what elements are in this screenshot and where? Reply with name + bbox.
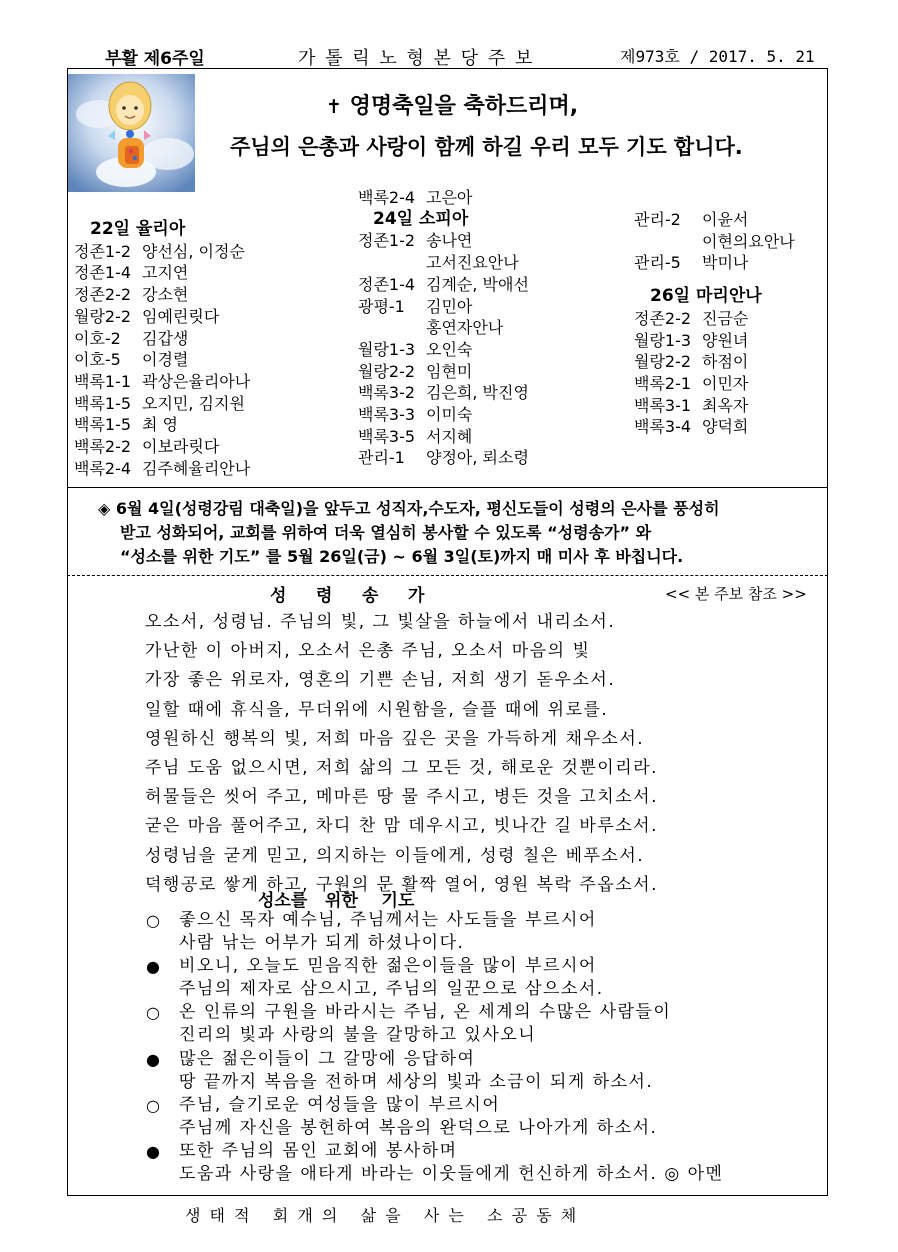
footer-motto: 생 태 적 회 개 의 삶 을 사 는 소 공 동 체: [185, 1206, 579, 1225]
list-item: 월랑2-2 임예린릿다: [74, 306, 220, 326]
title-line1: [326, 89, 578, 120]
song-title: 성 령 송 가: [270, 586, 425, 606]
list-item: 백록1-5 오지민, 김지원: [74, 393, 245, 413]
list-item: 이현의요안나: [702, 231, 795, 251]
feast-column-2: [358, 187, 529, 469]
list-item: 이호-2 김갑생: [74, 328, 189, 348]
list-item: 백록1-1 곽상은율리아나: [74, 371, 251, 391]
list-item: 백록2-2 이보라릿다: [74, 437, 220, 457]
prayer-item: ○ 주님, 슬기로운 여성들을 많이 부르시어 주님께 자신을 봉헌하여 복음의 완덕으로 나아가게 하소서.: [146, 1094, 723, 1140]
prayer-text: [146, 909, 723, 1186]
bulletin-name: 가 톨 릭 노 형 본 당 주 보: [298, 48, 535, 69]
prayer-item: ○ 좋으신 목자 예수님, 주님께서는 사도들을 부르시어 사람 낚는 어부가 되게 하셨나이다.: [146, 909, 723, 955]
prayer-item: ● 또한 주님의 몸인 교회에 봉사하며 도움과 사랑을 애타게 바라는 이웃들에게 헌신하게 하소서. ◎ 아멘: [146, 1140, 723, 1186]
list-item: 백록3-2 김은희, 박진영: [358, 383, 529, 403]
list-item: 백록2-1 이민자: [634, 373, 749, 393]
list-item: 백록2-4 김주혜율리안나: [74, 458, 251, 478]
prayer-item: ○ 온 인류의 구원을 바라시는 주님, 온 세계의 수많은 사람들이 진리의 빛과 사랑의 불을 갈망하고 있사오니: [146, 1001, 723, 1047]
song-reference: << 본 주보 참조 >>: [665, 585, 807, 603]
song-lyrics: 오소서, 성령님. 주님의 빛, 그 빛살을 하늘에서 내리소서. 가난한 이 아버지, 오소서 은총 주님, 오소서 마음의 빛 가장 좋은 위로자, 영혼의 기쁜 손님, 저희 생기 돋우소서. 일할 때에 휴식을, 무더위에 시원함을, 슬플 때에 위로를. 영원하신 행복의 빛, 저희 마음 깊은 곳을 가득하게 채우소서. 주님 도움 없으시면, 저희 삶의 그 모든 것, 해로운 것뿐이리라. 허물들은 씻어 주고, 메마른 땅 물 주시고, 병든 것을 고치소서. 굳은 마음 풀어주고, 차디 찬 맘 데우시고, 빗나간 길 바루소서. 성령님을 굳게 믿고, 의지하는 이들에게, 성령 칠은 베푸소서. 덕행공로 쌓게 하고, 구원의 문 활짝 열어, 영원 복락 주옵소서.: [145, 612, 658, 895]
issue-number-date: 제973호 / 2017. 5. 21: [620, 47, 815, 66]
list-item: 백록3-5 서지혜: [358, 426, 473, 446]
list-item: 정존1-4 김계순, 박애선: [358, 274, 529, 294]
dot-bullet-icon: ●: [146, 1049, 162, 1069]
list-item: 관리-5 박미나: [634, 253, 749, 273]
list-item: 백록1-5 최 영: [74, 415, 178, 435]
list-item: 정존1-2 송나연: [358, 231, 473, 251]
circle-bullet-icon: ○: [146, 911, 162, 930]
prayer-title: 성소를 위한 기도: [258, 891, 415, 911]
list-item: 월랑2-2 임현미: [358, 361, 473, 381]
bulletin-week: 부활 제6주일: [105, 49, 205, 69]
dot-bullet-icon: ●: [146, 1141, 162, 1161]
prayer-item: ● 비오니, 오늘도 믿음직한 젊은이들을 많이 부르시어 주님의 제자로 삼으시고, 주님의 일꾼으로 삼으소서.: [146, 955, 723, 1001]
list-item: 광평-1 김민아: [358, 296, 473, 316]
list-item: 관리-1 양정아, 뢰소령: [358, 448, 529, 468]
list-item: 홍연자안나: [426, 318, 504, 338]
circle-bullet-icon: ○: [146, 1095, 162, 1115]
angel-image: [68, 74, 195, 192]
list-item: 백록3-3 이미숙: [358, 405, 473, 425]
feast-day-heading: 26일 마리안나: [650, 286, 762, 307]
list-item: 월랑1-3 양원녀: [634, 330, 749, 350]
feast-day-heading: 22일 율리아: [90, 219, 186, 239]
feast-column-1: [74, 219, 250, 479]
prayer-item: ● 많은 젊은이들이 그 갈망에 응답하여 땅 끝까지 복음을 전하며 세상의 빛과 소금이 되게 하소서.: [146, 1048, 723, 1094]
list-item: 월랑1-3 오인숙: [358, 339, 473, 359]
list-item: 백록3-1 최옥자: [634, 395, 749, 415]
feast-column-3: [634, 209, 795, 438]
dot-bullet-icon: ●: [146, 957, 162, 977]
section-divider: [67, 487, 828, 488]
list-item: 정존2-2 진금순: [634, 308, 749, 328]
list-item: 이호-5 이경렬: [74, 350, 189, 370]
section-divider: [67, 575, 828, 576]
list-item: 월랑2-2 하점이: [634, 352, 749, 372]
cross-icon: ✝: [326, 96, 342, 118]
feast-day-heading: 24일 소피아: [373, 208, 469, 229]
list-item: 백록3-4 양덕희: [634, 417, 749, 437]
circle-bullet-icon: ○: [146, 1003, 162, 1023]
title-text: 영명축일을 축하드리며,: [349, 94, 579, 119]
title-line2: 주님의 은총과 사랑이 함께 하길 우리 모두 기도 합니다.: [230, 135, 743, 159]
list-item: 정존1-4 고지연: [74, 263, 189, 283]
notice-text: ◈ 6월 4일(성령강림 대축일)을 앞두고 성직자,수도자, 평신도들이 성령의 은사를 풍성히 받고 성화되어, 교회를 위하여 더욱 열심히 봉사할 수 있도록 “성령송가” 와 “성소를 위한 기도” 를 5월 26일(금) ~ 6월 3일(토)까지 매 미사 후 바칩니다.: [98, 499, 720, 566]
list-item: 고서진요안나: [426, 253, 519, 273]
list-item: 정존1-2 양선심, 이정순: [74, 241, 245, 261]
list-item: 관리-2 이윤서: [634, 210, 749, 229]
list-item: 백록2-4 고은아: [358, 188, 473, 207]
list-item: 정존2-2 강소현: [74, 285, 189, 305]
